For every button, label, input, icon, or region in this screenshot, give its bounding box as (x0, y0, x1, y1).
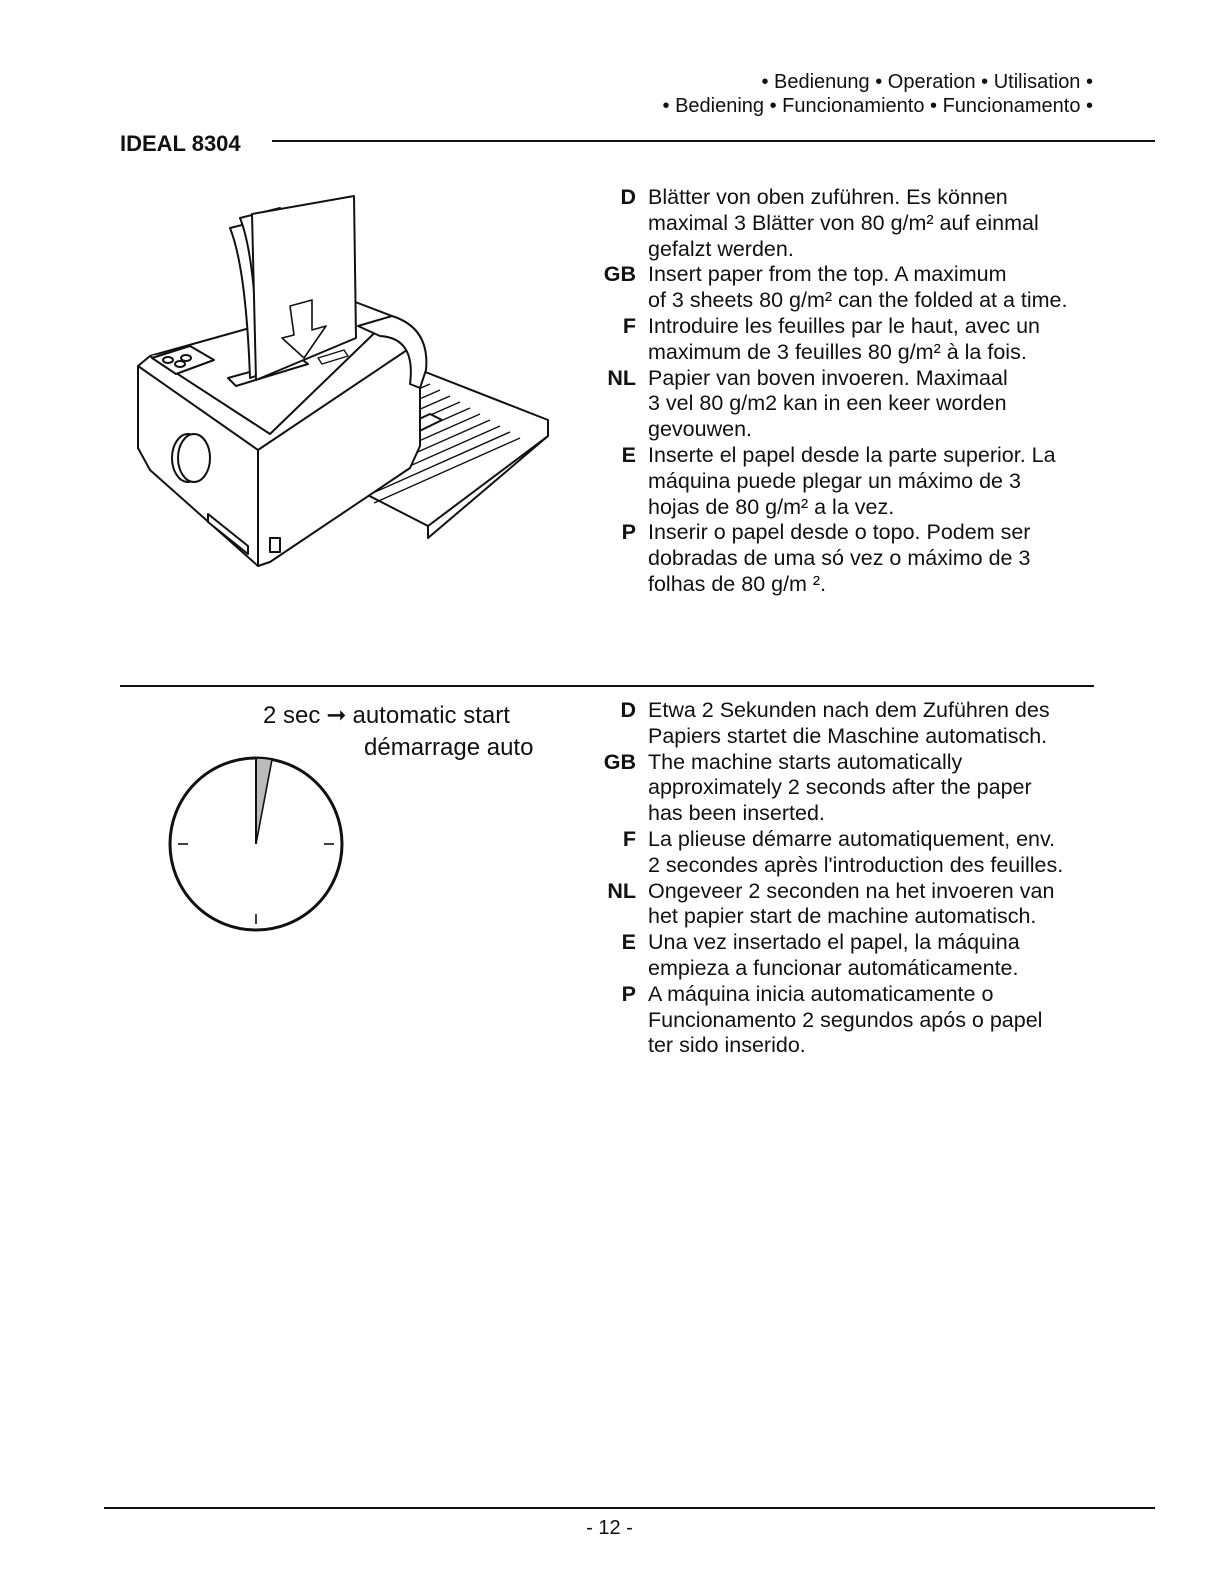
section2-instructions (590, 698, 1110, 1059)
header-divider (272, 140, 1155, 142)
instruction-text: Insert paper from the top. A maximum of 3 sheets 80 g/m² can the folded at a time. (648, 262, 1068, 313)
section-divider (120, 685, 1094, 687)
footer-divider (104, 1507, 1155, 1509)
instruction-text: Blätter von oben zuführen. Es können maximal 3 Blätter von 80 g/m² auf einmal gefalzt werden. (648, 185, 1039, 261)
timer-seconds: 2 sec (263, 702, 321, 729)
section1-instructions (590, 185, 1110, 598)
instruction-row-d (590, 185, 1110, 262)
instruction-row-e (590, 930, 1110, 982)
lang-code: F (622, 313, 636, 338)
instruction-row-p (590, 982, 1110, 1059)
lang-code: NL (607, 878, 636, 903)
instruction-text: Introduire les feuilles par le haut, avec un maximum de 3 feuilles 80 g/m² à la fois. (648, 313, 1041, 364)
lang-code: GB (603, 749, 636, 774)
lang-code: GB (603, 262, 636, 287)
clock-icon (166, 754, 346, 934)
instruction-row-f (590, 827, 1110, 879)
lang-code: E (621, 930, 636, 955)
instruction-row-f (590, 314, 1110, 366)
instruction-text: Ongeveer 2 seconden na het invoeren van het papier start de machine automatisch. (648, 878, 1055, 929)
lang-code: P (621, 520, 636, 545)
header-line-1: • Bedienung • Operation • Utilisation • (761, 71, 1093, 93)
model-title: IDEAL 8304 (120, 131, 241, 156)
instruction-row-nl (590, 366, 1110, 443)
header-line-2: • Bediening • Funcionamiento • Funcionamento • (662, 95, 1093, 117)
automatic-start-label: automatic start (352, 702, 510, 729)
instruction-row-gb (590, 750, 1110, 827)
lang-code: P (621, 981, 636, 1006)
lang-code: D (620, 185, 636, 209)
lang-code: F (622, 826, 636, 851)
instruction-text: Inserir o papel desde o topo. Podem ser dobradas de uma só vez o máximo de 3 folhas de 80 g/m ². (648, 520, 1031, 596)
instruction-text: La plieuse démarre automatiquement, env. 2 secondes après l'introduction des feuilles. (648, 826, 1064, 877)
demarrage-auto-label: démarrage auto (364, 734, 534, 761)
instruction-row-p (590, 520, 1110, 597)
instruction-row-e (590, 443, 1110, 520)
instruction-row-gb (590, 262, 1110, 314)
instruction-text: Etwa 2 Sekunden nach dem Zuführen des Papiers startet die Maschine automatisch. (648, 698, 1050, 748)
instruction-text: Papier van boven invoeren. Maximaal 3 vel 80 g/m2 kan in een keer worden gevouwen. (648, 365, 1008, 442)
instruction-row-nl (590, 879, 1110, 931)
instruction-text: A máquina inicia automaticamente o Funcionamento 2 segundos após o papel ter sido inserido. (648, 981, 1043, 1058)
instruction-row-d (590, 698, 1110, 750)
lang-code: E (621, 442, 636, 467)
instruction-text: Una vez insertado el papel, la máquina empieza a funcionar automáticamente. (648, 930, 1020, 980)
lang-code: D (620, 698, 636, 722)
lang-code: NL (607, 365, 636, 390)
header-languages (663, 70, 1093, 118)
instruction-text: Inserte el papel desde la parte superior. La máquina puede plegar un máximo de 3 hojas de 80 g/m² a la vez. (648, 442, 1056, 519)
folding-machine-illustration (130, 188, 570, 588)
arrow-right-icon: ➞ (326, 702, 347, 729)
instruction-text: The machine starts automatically approximately 2 seconds after the paper has been inserted. (648, 749, 1032, 826)
page-number: - 12 - (586, 1517, 633, 1539)
